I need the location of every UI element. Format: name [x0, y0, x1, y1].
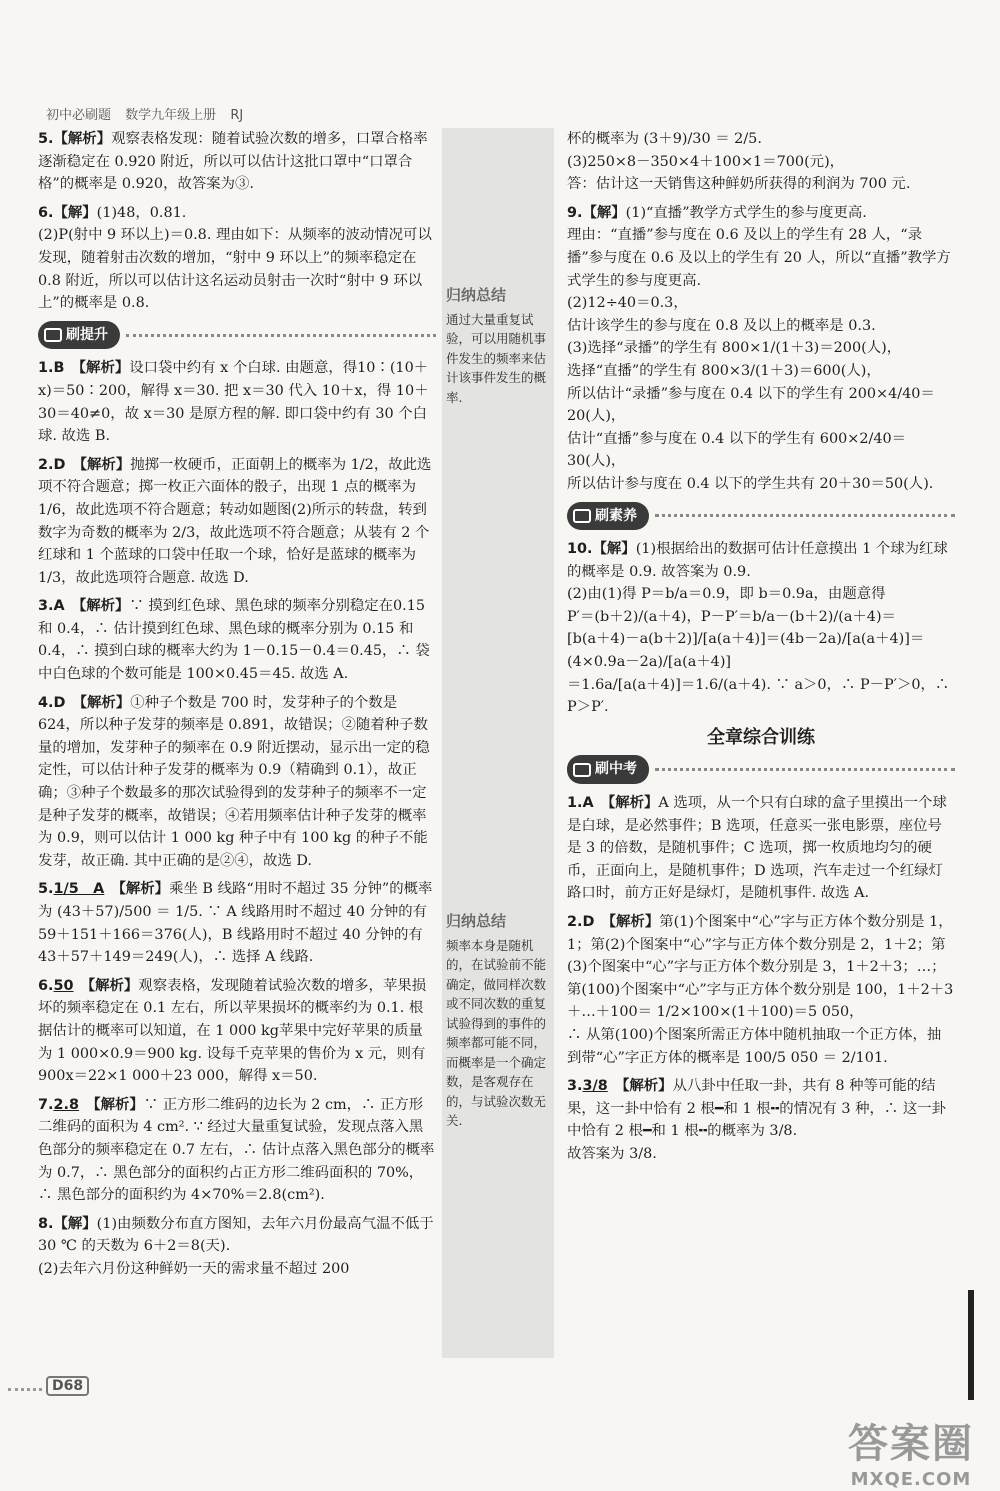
question-z2: 2.D 【解析】第(1)个图案中“心”字与正方体个数分别是 1，1；第(2)个图案中“心”字与正方体个数分别是 2，1＋2；第(3)个图案中“心”字与正方体个数分别是 3，1＋2＋3；…；第(100)个图案中“心”字与正方体个数分别是 100，1＋2＋3＋…＋100＝ 1/2×100×(1＋100)＝5 050， ∴ 从第(100)个图案所需正方体中随机抽取一个正方体，抽到带“心”字正方体的概率是 100/5 050 ＝ 2/101.	[567, 914, 954, 1066]
summary-note-text: 频率本身是随机的，在试验前不能确定，做同样次数或不同次数的重复试验得到的事件的频率都可能不同，而概率是一个确定数，是客观存在的，与试验次数无关.	[446, 937, 547, 1128]
continued-answer: 杯的概率为 (3＋9)/30 ＝ 2/5. (3)250×8－350×4＋100×1＝700(元)， 答：估计这一天销售这种鲜奶所获得的利润为 700 元.	[567, 131, 911, 193]
summary-note-title: 归纳总结	[446, 912, 507, 930]
header-series: 初中必刷题	[46, 108, 112, 123]
question-10: 10.【解】(1)根据给出的数据可估计任意摸出 1 个球为红球的概率是 0.9. 故答案为 0.9. (2)由(1)得 P＝b/a＝0.9，即 b＝0.9a，由题意得 P′＝(b＋2)/(a＋4)，P－P′＝b/a－(b＋2)/(a＋4)＝ [b(a＋4)－a(b＋2)]/[a(a＋4)]＝(4b－2a)/[a(a＋4)]＝(4×0.9a－2a)/[a(a＋4)] ＝1.6a/[a(a＋4)]＝1.6/(a＋4). ∵ a＞0，∴ P－P′＞0，∴ P＞P′.	[567, 541, 950, 716]
chapter-title: 全章综合训练	[707, 726, 815, 748]
book-icon	[573, 763, 591, 777]
section-banner	[567, 755, 955, 784]
page-header	[46, 104, 253, 123]
question-b6: 6.50 【解析】观察表格，发现随着试验次数的增多，苹果损坏的频率稳定在 0.1 左右，所以苹果损坏的概率约为 0.1. 根据估计的概率可以知道，在 1 000 kg苹果中完好苹果的质量为 1 000×0.9＝900 kg. 设每千克苹果的售价为 x 元，则有900x＝22×1 000＋23 000，解得 x＝50.	[38, 977, 427, 1085]
question-b1: 1.B 【解析】设口袋中约有 x 个白球. 由题意，得10∶(10＋x)＝50∶200，解得 x＝30. 把 x＝30 代入 10＋x，得 10＋30＝40≠0，故 x＝30 是原方程的解. 即口袋中约有 30 个白球. 故选 B.	[38, 360, 429, 445]
summary-note-1	[446, 286, 550, 407]
question-5: 5.【解析】观察表格发现：随着试验次数的增多，口罩合格率逐渐稳定在 0.920 附近，所以可以估计这批口罩中“口罩合格”的概率是 0.920，故答案为③.	[38, 131, 428, 193]
question-6: 6.【解】(1)48，0.81. (2)P(射中 9 环以上)＝0.8. 理由如下：从频率的波动情况可以发现，随着射击次数的增加，“射中 9 环以上”的频率稳定在 0.8 附近，所以可以估计这名运动员射击一次时“射中 9 环以上”的概率是 0.8.	[38, 204, 432, 312]
watermark-url: MXQE.COM	[850, 1469, 972, 1490]
question-b8: 8.【解】(1)由频数分布直方图知，去年六月份最高气温不低于 30 ℃ 的天数为 6＋2＝8(天). (2)去年六月份这种鲜奶一天的需求量不超过 200	[38, 1215, 434, 1277]
summary-note-text: 通过大量重复试验，可以用随机事件发生的频率来估计该事件发生的概率.	[446, 311, 547, 405]
header-subject: 数学九年级上册	[125, 108, 217, 123]
summary-note-title: 归纳总结	[446, 286, 507, 304]
page-number: D68	[46, 1376, 89, 1396]
summary-note-2	[446, 912, 550, 1131]
watermark-text: 答案圈	[848, 1421, 974, 1467]
question-z1: 1.A 【解析】A 选项，从一个只有白球的盒子里摸出一个球是白球，是必然事件；B 选项，任意买一张电影票，座位号是 3 的倍数，是随机事件；C 选项，掷一枚质地均匀的硬币，正面向上，是随机事件；D 选项，汽车走过一个红绿灯路口时，前方正好是绿灯，是随机事件. 故选 A.	[567, 795, 947, 902]
question-b5: 5.1/5 A 【解析】乘坐 B 线路“用时不超过 35 分钟”的概率为 (43＋57)/500 ＝ 1/5. ∵ A 线路用时不超过 40 分钟的有 59＋151＋166＝376(人)，B 线路用时不超过 40 分钟的有43＋57＋149＝249(人)，∴ 选择 A 线路.	[38, 881, 433, 966]
section-title: 刷素养	[595, 507, 637, 524]
question-b2: 2.D 【解析】抛掷一枚硬币，正面朝上的概率为 1/2，故此选项不符合题意；掷一枚正六面体的骰子，出现 1 点的概率为 1/6，故此选项不符合题意；转动如题图(2)所示的转盘，转到数字为奇数的概率为 2/3，故此选项不符合题意；从装有 2 个红球和 1 个蓝球的口袋中任取一个球，恰好是蓝球的概率为 1/3，故此选项符合题意. 故选 D.	[38, 456, 432, 586]
book-icon	[44, 328, 62, 342]
section-title: 刷提升	[66, 326, 108, 343]
question-9: 9.【解】(1)“直播”教学方式学生的参与度更高. 理由：“直播”参与度在 0.6 及以上的学生有 28 人，“录播”参与度在 0.6 及以上的学生有 20 人，所以“直播”教学方式学生的参与度更高. (2)12÷40＝0.3， 估计该学生的参与度在 0.8 及以上的概率是 0.3. (3)选择“录播”的学生有 800×1/(1＋3)＝200(人)， 选择“直播”的学生有 800×3/(1＋3)＝600(人)， 所以估计“录播”参与度在 0.4 以下的学生有 200×4/40＝20(人)， 估计“直播”参与度在 0.4 以下的学生有 600×2/40＝30(人)， 所以估计参与度在 0.4 以下的学生共有 20＋30＝50(人).	[567, 204, 951, 492]
header-edition: RJ	[230, 108, 244, 123]
question-b4: 4.D 【解析】①种子个数是 700 时，发芽种子的个数是 624，所以种子发芽的频率是 0.891，故错误；②随着种子数量的增加，发芽种子的频率在 0.9 附近摆动，显示出一定的稳定性，可以估计种子发芽的概率为 0.9（精确到 0.1），故正确；③种子个数最多的那次试验得到的发芽种子的频率不一定是种子发芽的概率，故错误；④若用频率估计种子发芽的概率为 0.9，则可以估计 1 000 kg 种子中有 100 kg 的种子不能发芽，故正确. 其中正确的是②④，故选 D.	[38, 694, 430, 869]
right-column	[567, 128, 955, 1172]
section-title: 刷中考	[595, 761, 637, 778]
question-b7: 7.2.8 【解析】∵ 正方形二维码的边长为 2 cm，∴ 正方形二维码的面积为 4 cm². ∵ 经过大量重复试验，发现点落入黑色部分的频率稳定在 0.7 左右，∴ 估计点落入黑色部分的概率为 0.7，∴ 黑色部分的面积约占正方形二维码面积的 70%，∴ 黑色部分的面积约为 4×70%＝2.8(cm²).	[38, 1096, 435, 1204]
edge-bar	[968, 1290, 974, 1400]
watermark-logo	[848, 1412, 974, 1490]
section-banner	[38, 321, 436, 350]
left-column	[38, 128, 436, 1287]
question-z3: 3.3/8 【解析】从八卦中任取一卦，共有 8 种等可能的结果，这一卦中恰有 2 根━和 1 根╍的情况有 3 种，∴ 这一卦中恰有 2 根━和 1 根╍的概率为 3/8. 故答案为 3/8.	[567, 1078, 947, 1162]
question-b3: 3.A 【解析】∵ 摸到红色球、黑色球的频率分别稳定在0.15和 0.4，∴ 估计摸到红色球、黑色球的概率分别为 0.15 和 0.4，∴ 摸到白球的概率大约为 1－0.15－0.4＝0.45，∴ 袋中白色球的个数可能是 100×0.45＝45. 故选 A.	[38, 598, 430, 683]
footer-dots	[8, 1388, 42, 1391]
book-icon	[573, 509, 591, 523]
section-banner	[567, 502, 955, 531]
